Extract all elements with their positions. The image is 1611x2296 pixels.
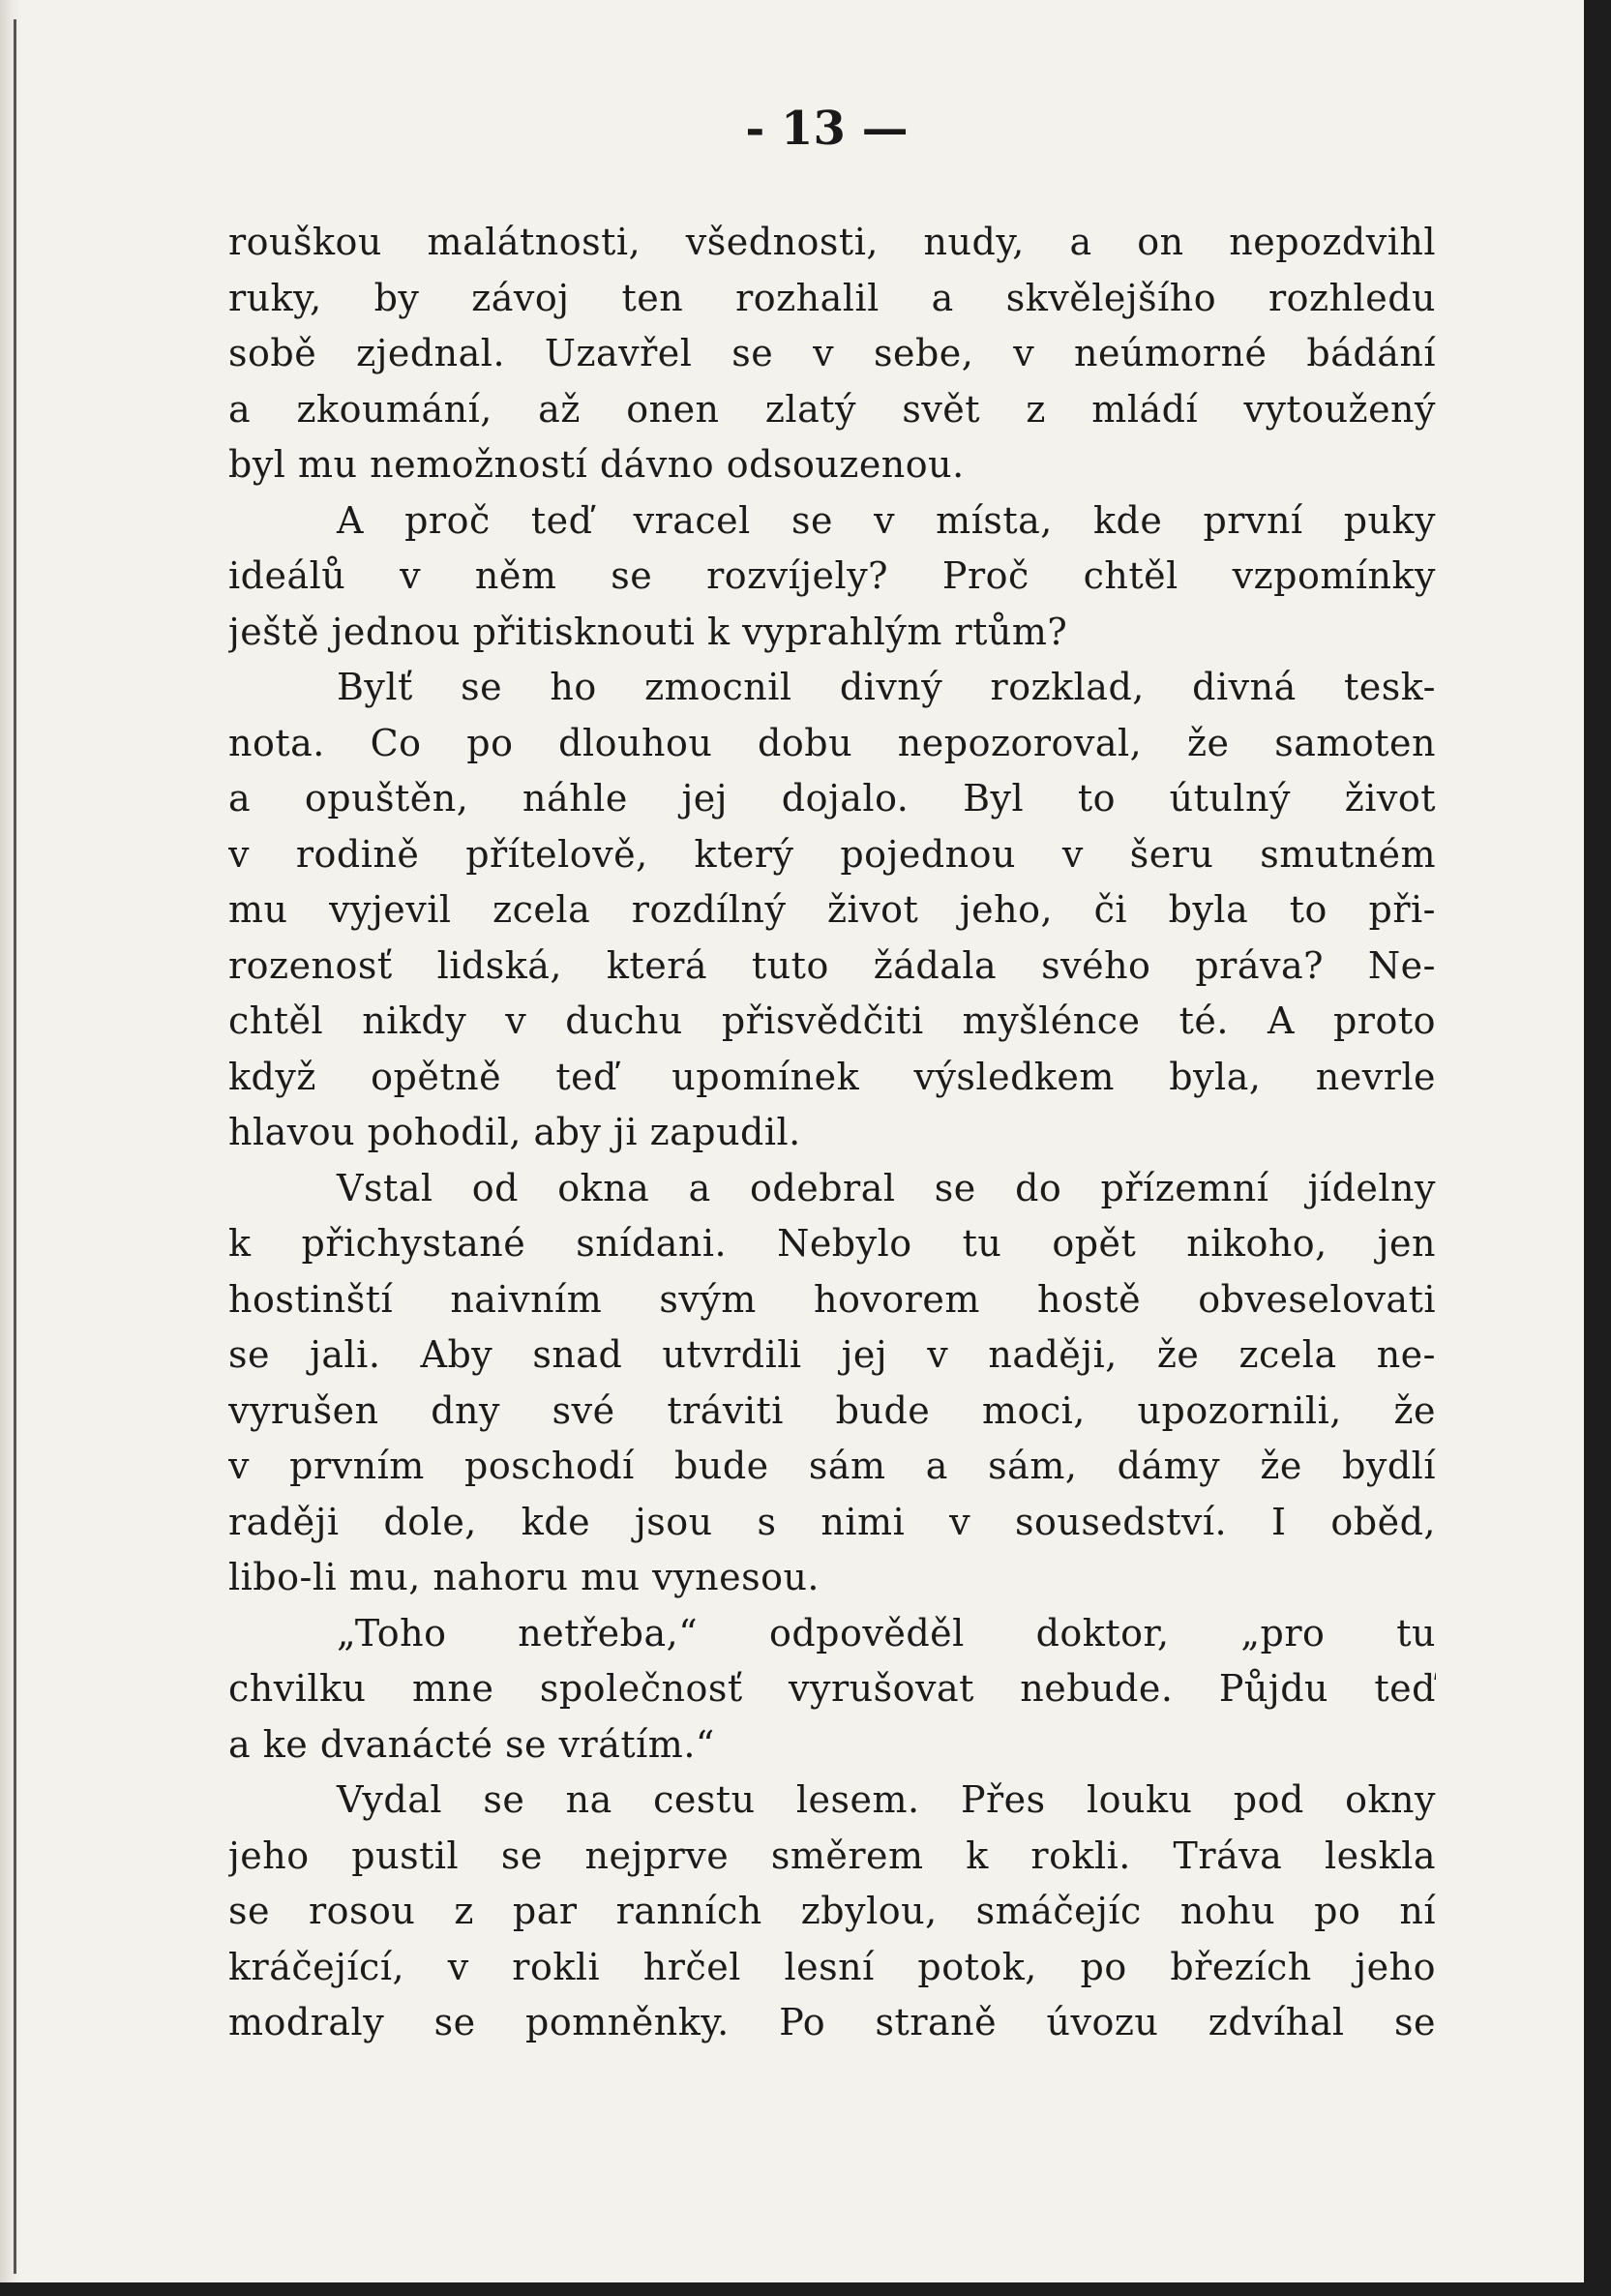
text-line: mu vyjevil zcela rozdílný život jeho, či byla to při- — [228, 888, 1436, 931]
binding-line — [14, 19, 16, 2274]
text-line: A proč teď vracel se v místa, kde první puky — [337, 498, 1436, 542]
text-line: nota. Co po dlouhou dobu nepozoroval, že samoten — [228, 721, 1436, 764]
body-text — [228, 215, 1436, 2051]
text-line: v rodině přítelově, který pojednou v šeru smutném — [228, 832, 1436, 876]
text-line: a zkoumání, až onen zlatý svět z mládí vytoužený — [228, 387, 1436, 431]
text-line: když opětně teď upomínek výsledkem byla, nevrle — [228, 1055, 1436, 1098]
text-line: kráčející, v rokli hrčel lesní potok, po březích jeho — [228, 1945, 1436, 1988]
text-line: Vydal se na cestu lesem. Přes louku pod okny — [337, 1778, 1436, 1821]
text-line: hlavou pohodil, aby ji zapudil. — [228, 1111, 801, 1153]
bottom-border — [0, 2282, 1611, 2296]
text-line: byl mu nemožností dávno odsouzenou. — [228, 443, 965, 486]
text-line: a opuštěn, náhle jej dojalo. Byl to útulný život — [228, 777, 1436, 820]
page-number: - 13 — — [745, 102, 909, 156]
text-line: ruky, by závoj ten rozhalil a skvělejšího rozhledu — [228, 276, 1436, 319]
text-line: a ke dvanácté se vrátím.“ — [228, 1722, 715, 1766]
text-line: se jali. Aby snad utvrdili jej v naději, že zcela ne- — [228, 1333, 1436, 1376]
text-line: ještě jednou přitisknouti k vyprahlým rtům? — [228, 610, 1068, 653]
text-line: raději dole, kde jsou s nimi v sousedství. I oběd, — [228, 1500, 1436, 1543]
text-line: chtěl nikdy v duchu přisvědčiti myšlénce té. A proto — [228, 999, 1436, 1042]
text-line: se rosou z par ranních zbylou, smáčejíc nohu po ní — [228, 1890, 1436, 1932]
text-line: k přichystané snídani. Nebylo tu opět nikoho, jen — [228, 1222, 1436, 1265]
text-line: chvilku mne společnosť vyrušovat nebude. Půjdu teď — [228, 1667, 1436, 1710]
binding-edge — [0, 0, 21, 2296]
text-line: rozenosť lidská, která tuto žádala svého práva? Ne- — [228, 943, 1436, 987]
text-line: „Toho netřeba,“ odpověděl doktor, „pro tu — [337, 1611, 1436, 1655]
text-line: sobě zjednal. Uzavřel se v sebe, v neúmorné bádání — [228, 332, 1436, 374]
text-line: libo-li mu, nahoru mu vynesou. — [228, 1556, 820, 1598]
text-line: Bylť se ho zmocnil divný rozklad, divná tesk- — [337, 666, 1436, 708]
text-line: hostinští naivním svým hovorem hostě obveselovati — [228, 1277, 1436, 1321]
text-line: modraly se pomněnky. Po straně úvozu zdvíhal se — [228, 2001, 1436, 2043]
text-line: Vstal od okna a odebral se do přízemní jídelny — [337, 1166, 1436, 1209]
text-line: vyrušen dny své tráviti bude moci, upozornili, že — [228, 1388, 1436, 1432]
text-line: rouškou malátnosti, všednosti, nudy, a on nepozdvihl — [228, 221, 1436, 263]
right-border — [1584, 0, 1611, 2296]
text-line: v prvním poschodí bude sám a sám, dámy že bydlí — [228, 1445, 1436, 1487]
text-line: jeho pustil se nejprve směrem k rokli. Tráva leskla — [228, 1834, 1436, 1877]
text-line: ideálů v něm se rozvíjely? Proč chtěl vzpomínky — [228, 554, 1436, 597]
